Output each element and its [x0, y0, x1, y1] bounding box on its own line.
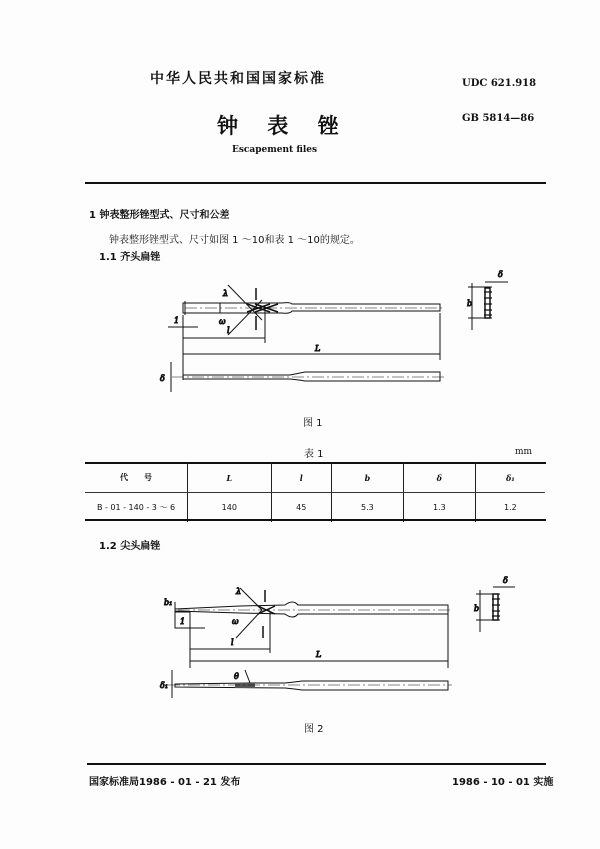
- cell-code: B - 01 - 140 - 3 ～ 6: [96, 503, 176, 512]
- l-label: l: [231, 638, 234, 647]
- figure-1-side-view: [160, 362, 445, 392]
- b1-label: b₁: [164, 598, 173, 607]
- table-1-caption: 表 1: [304, 449, 324, 460]
- cell-delta: 1.3: [403, 493, 475, 523]
- b-label: b: [474, 604, 480, 613]
- delta-label: δ: [498, 270, 503, 279]
- header-code: 代 号: [85, 463, 188, 493]
- omega-label: ω: [232, 617, 239, 626]
- section-1-paragraph: 钟表整形锉型式、尺寸如图 1 ～10和表 1 ～10的规定。: [109, 235, 360, 246]
- table-1: [85, 463, 545, 522]
- header-b: b: [331, 463, 403, 493]
- figure-1-cross-section: [467, 270, 508, 330]
- delta1-label: δ₁: [160, 681, 169, 690]
- table-row: [85, 493, 545, 523]
- footer-rule: [87, 763, 546, 765]
- figure-2-cross-section: [474, 576, 515, 632]
- figure-2-side-view: [160, 670, 452, 698]
- cell-L: 140: [188, 493, 272, 523]
- omega-label: ω: [219, 317, 226, 326]
- subsection-1-2-heading: 1.2 尖头扁锉: [99, 541, 161, 552]
- b-label: b: [467, 299, 473, 308]
- header-l: l: [271, 463, 331, 493]
- one-label: 1: [180, 617, 186, 626]
- l-label: l: [227, 326, 230, 335]
- figure-2-caption: 图 2: [304, 724, 324, 735]
- table-header-row: [85, 463, 545, 493]
- lambda-label: λ: [236, 587, 242, 596]
- issue-date: 国家标准局1986 - 01 - 21 发布: [89, 777, 241, 788]
- figure-1-top-view: [168, 285, 445, 380]
- udc-number: UDC 621.918: [462, 78, 537, 89]
- table-1-unit: mm: [515, 447, 533, 457]
- cell-b: 5.3: [331, 493, 403, 523]
- subsection-1-1-heading: 1.1 齐头扁锉: [99, 252, 161, 263]
- effective-date: 1986 - 10 - 01 实施: [452, 777, 554, 788]
- header-delta: δ: [403, 463, 475, 493]
- english-title: Escapement files: [232, 145, 318, 155]
- delta1-label: δ: [160, 374, 165, 383]
- standard-number: GB 5814—86: [462, 113, 535, 124]
- one-label: 1: [174, 316, 180, 325]
- header-delta1: δ₁: [475, 463, 545, 493]
- L-label: L: [315, 344, 321, 353]
- cell-l: 45: [271, 493, 331, 523]
- issuer-title: 中华人民共和国国家标准: [150, 71, 326, 87]
- theta-label: θ: [234, 672, 239, 681]
- lambda-label: λ: [223, 289, 229, 298]
- delta-label: δ: [503, 576, 508, 585]
- figure-1-caption: 图 1: [303, 418, 323, 429]
- figure-2-top-view: [164, 587, 452, 668]
- table-bottom-rule: [85, 519, 546, 521]
- header-L: L: [188, 463, 272, 493]
- cell-delta1: 1.2: [475, 493, 545, 523]
- document-title: 钟 表 锉: [217, 114, 339, 138]
- section-1-heading: 1 钟表整形锉型式、尺寸和公差: [89, 210, 230, 221]
- L-label: L: [316, 650, 322, 659]
